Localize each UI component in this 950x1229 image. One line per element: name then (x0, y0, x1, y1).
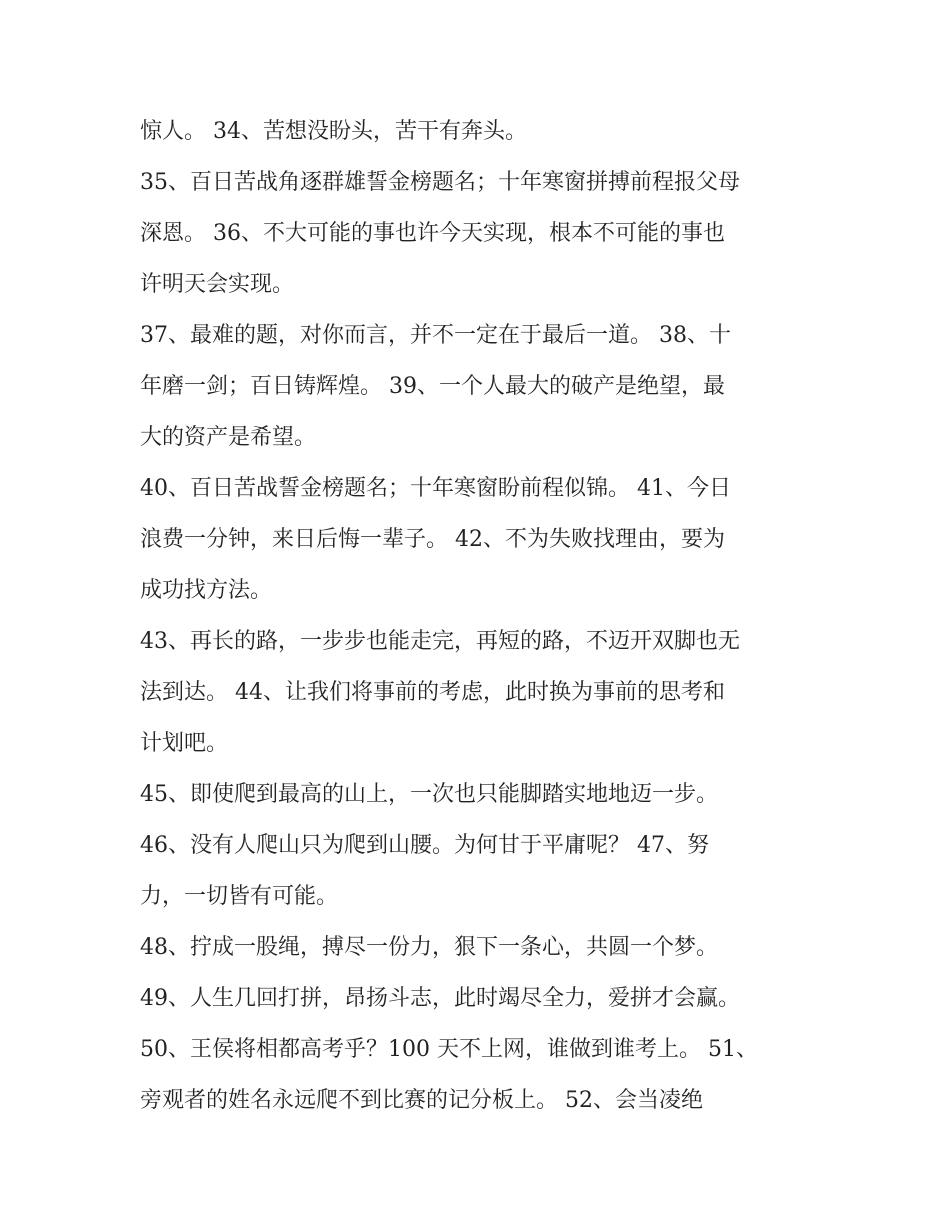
document-body (140, 106, 820, 1126)
text-line-20: 旁观者的姓名永远爬不到比赛的记分板上。 52、会当凌绝 (140, 1088, 703, 1113)
text-line-2: 35、百日苦战角逐群雄誓金榜题名；十年寒窗拼搏前程报父母 (140, 170, 740, 195)
text-line-6: 年磨一剑；百日铸辉煌。 39、一个人最大的破产是绝望，最 (140, 374, 725, 399)
text-line-13: 计划吧。 (140, 731, 229, 756)
text-line-18: 49、人生几回打拼，昂扬斗志，此时竭尽全力，爱拼才会赢。 (140, 986, 740, 1011)
text-line-16: 力，一切皆有可能。 (140, 884, 339, 909)
text-line-10: 成功找方法。 (140, 578, 273, 603)
text-line-19: 50、王侯将相都高考乎？100 天不上网，谁做到谁考上。 51、 (140, 1037, 758, 1062)
text-line-11: 43、再长的路，一步步也能走完，再短的路，不迈开双脚也无 (140, 629, 740, 654)
text-line-15: 46、没有人爬山只为爬到山腰。为何甘于平庸呢？ 47、努 (140, 833, 709, 858)
text-line-4: 许明天会实现。 (140, 272, 295, 297)
text-line-12: 法到达。 44、让我们将事前的考虑，此时换为事前的思考和 (140, 680, 725, 705)
text-line-17: 48、拧成一股绳，搏尽一份力，狠下一条心，共圆一个梦。 (140, 935, 718, 960)
text-line-5: 37、最难的题，对你而言，并不一定在于最后一道。 38、十 (140, 323, 731, 348)
text-line-1: 惊人。 34、苦想没盼头，苦干有奔头。 (140, 119, 527, 144)
text-line-9: 浪费一分钟，来日后悔一辈子。 42、不为失败找理由，要为 (140, 527, 725, 552)
text-line-8: 40、百日苦战誓金榜题名；十年寒窗盼前程似锦。 41、今日 (140, 476, 731, 501)
text-line-14: 45、即使爬到最高的山上，一次也只能脚踏实地地迈一步。 (140, 782, 718, 807)
text-line-7: 大的资产是希望。 (140, 425, 317, 450)
text-line-3: 深恩。 36、不大可能的事也许今天实现，根本不可能的事也 (140, 221, 725, 246)
